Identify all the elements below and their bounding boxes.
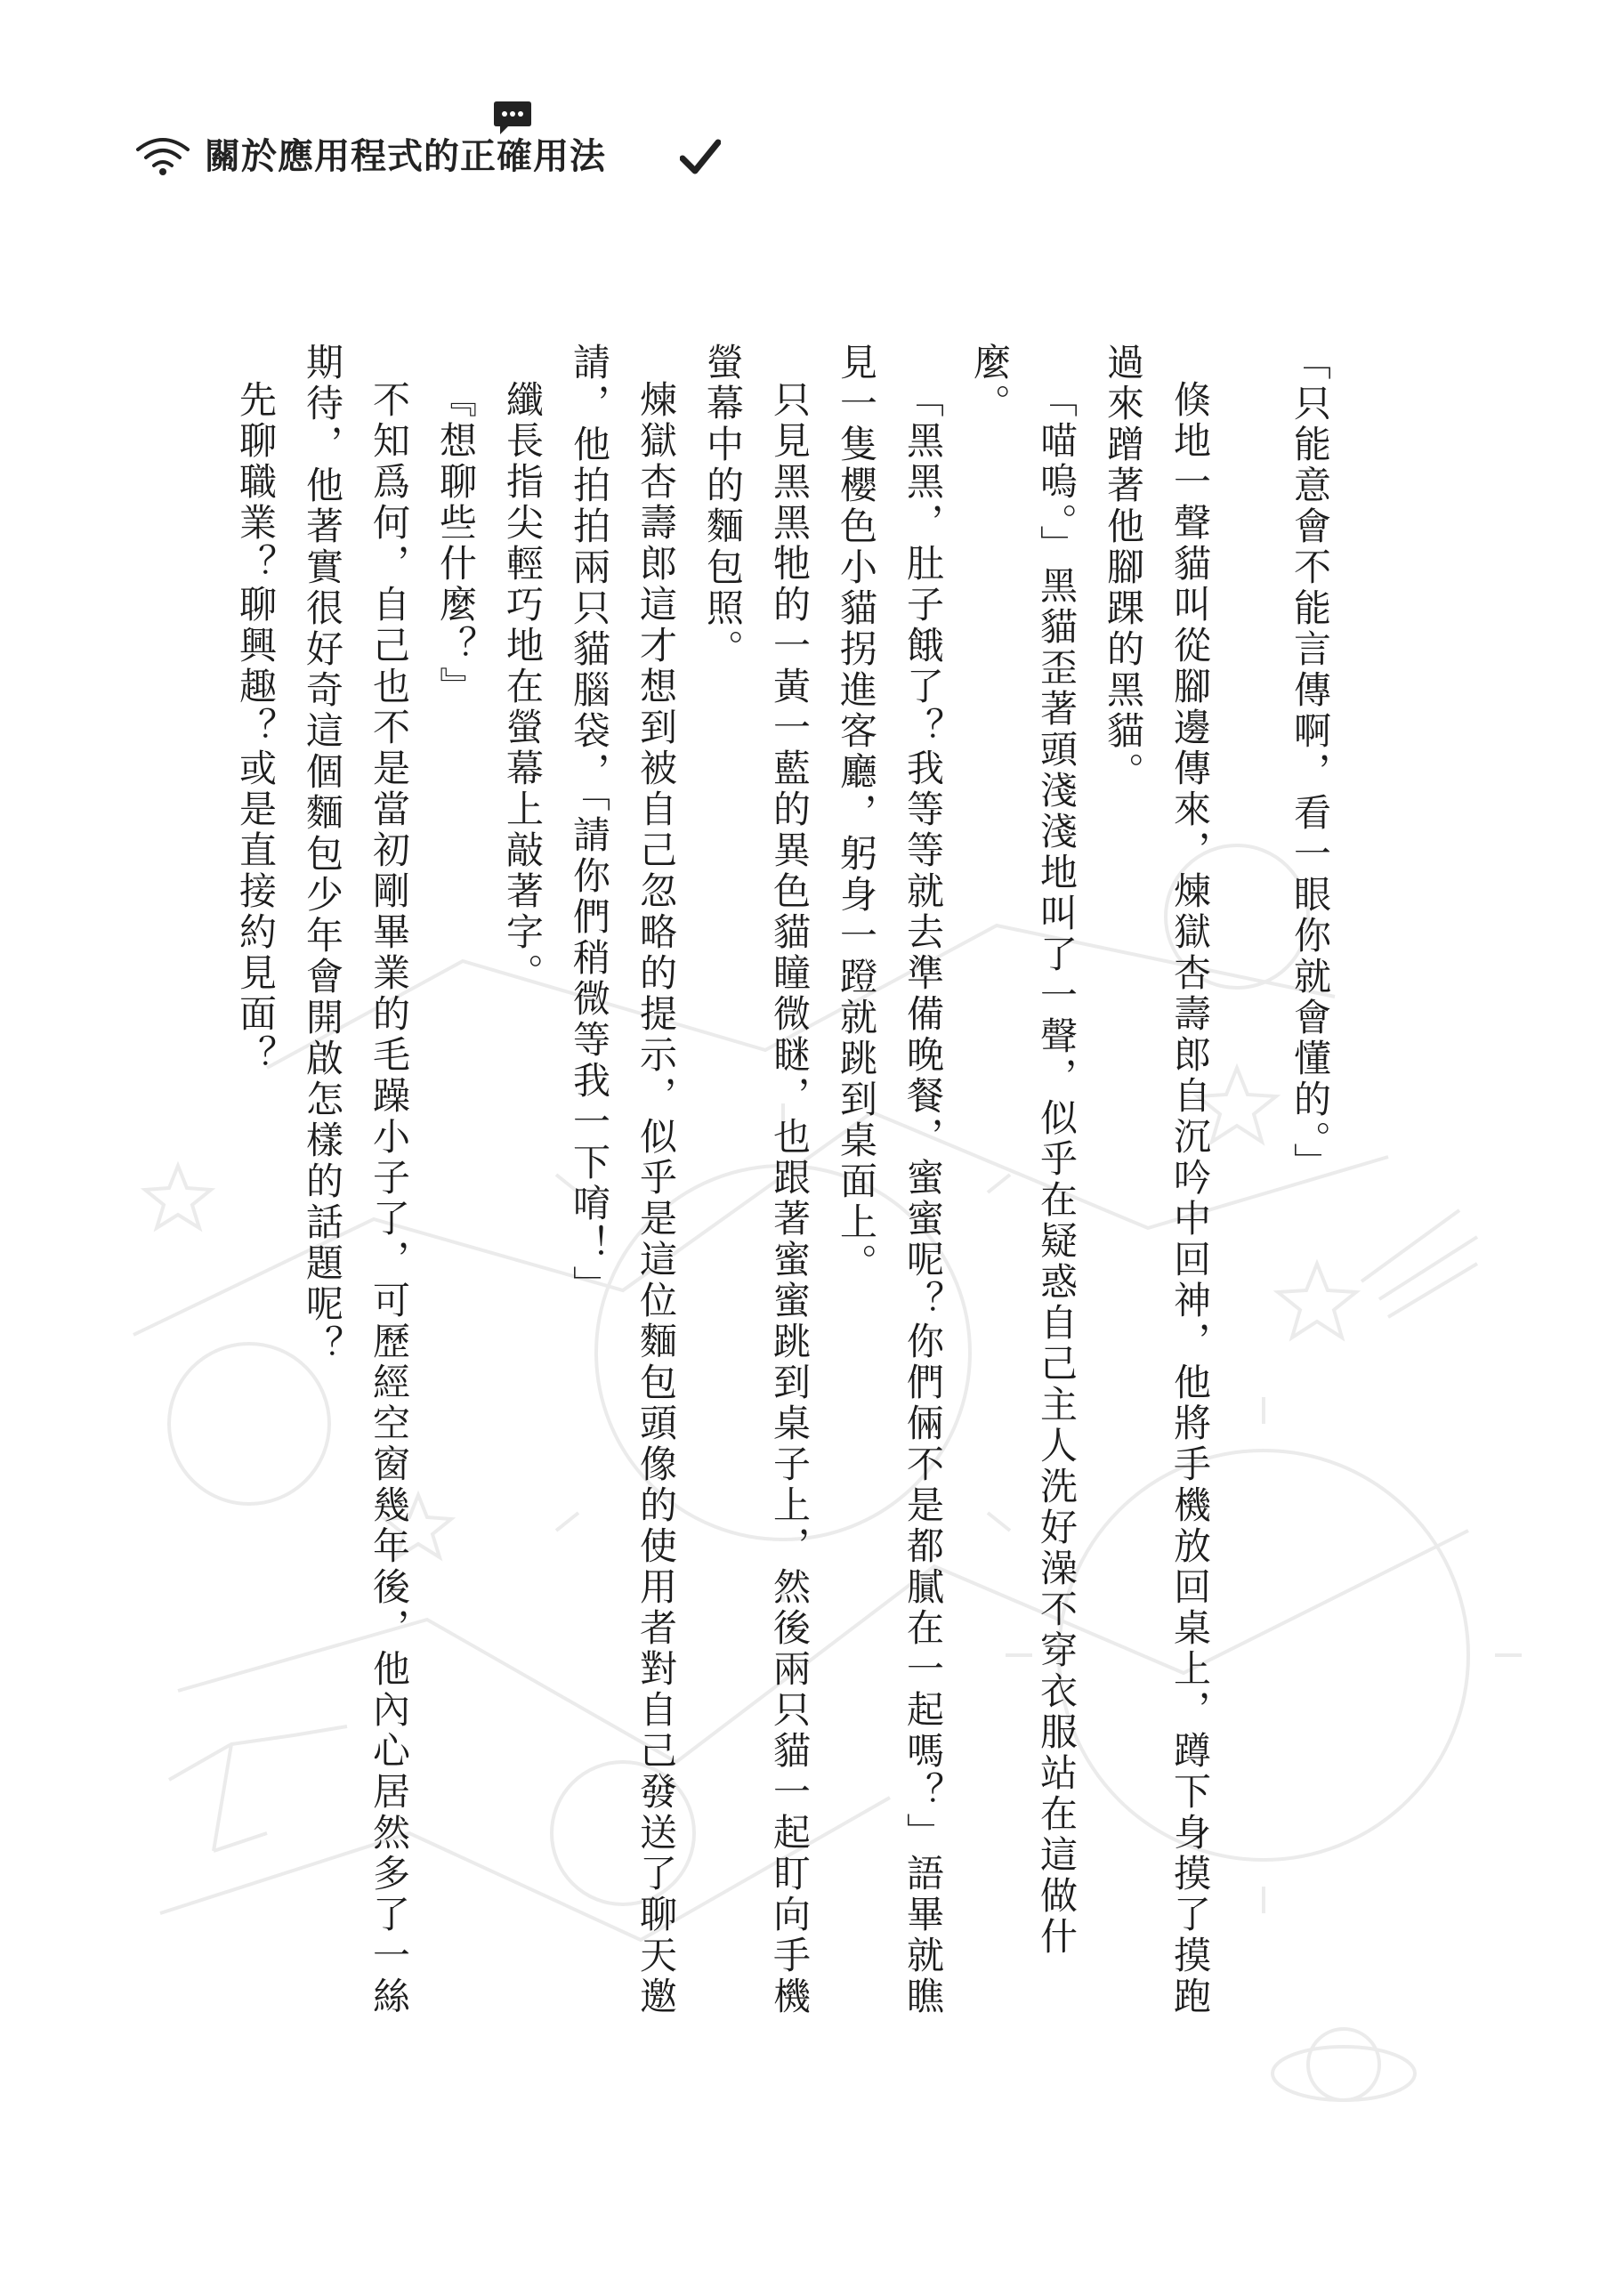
paragraph-10: 先聊職業？聊興趣？或是直接約見面？ [234, 380, 278, 1076]
paragraph-5: 只見黑黑牠的一黃一藍的異色貓瞳微瞇，也跟著蜜蜜跳到桌子上，然後兩只貓一起盯向手機螢幕中的麵包照。 [701, 343, 812, 2017]
paragraph-6: 煉獄杏壽郎這才想到被自己忽略的提示，似乎是這位麵包頭像的使用者對自己發送了聊天邀請，他拍拍兩只貓腦袋，「請你們稍微等我一下唷！」 [568, 343, 678, 2017]
header-title: 關於應用程式的正確用法 [205, 135, 606, 177]
paragraph-2: 倏地一聲貓叫從腳邊傳來，煉獄杏壽郎自沉吟中回神，他將手機放回桌上，蹲下身摸了摸跑過來蹭著他腳踝的黑貓。 [1102, 343, 1212, 2017]
paragraph-8: 『想聊些什麼？』 [434, 380, 478, 707]
running-header [133, 89, 756, 187]
paragraph-9: 不知爲何，自己也不是當初剛畢業的毛躁小子了，可歷經空窗幾年後，他內心居然多了一絲期待，他著實很好奇這個麵包少年會開啟怎樣的話題呢？ [301, 343, 411, 2017]
paragraph-1: 「只能意會不能言傳啊，看一眼你就會懂的。」 [1289, 343, 1332, 1184]
body-text [222, 343, 1344, 2029]
wifi-icon [133, 135, 192, 176]
paragraph-4: 「黑黑，肚子餓了？我等等就去準備晚餐，蜜蜜呢？你們倆不是都膩在一起嗎？」語畢就瞧見一隻櫻色小貓拐進客廳，躬身一蹬就跳到桌面上。 [835, 343, 945, 2017]
paragraph-3: 「喵嗚。」黑貓歪著頭淺淺地叫了一聲，似乎在疑惑自己主人洗好澡不穿衣服站在這做什麼。 [968, 343, 1079, 1958]
checkmark-icon [680, 137, 721, 178]
paragraph-7: 纖長指尖輕巧地在螢幕上敲著字。 [501, 380, 545, 994]
